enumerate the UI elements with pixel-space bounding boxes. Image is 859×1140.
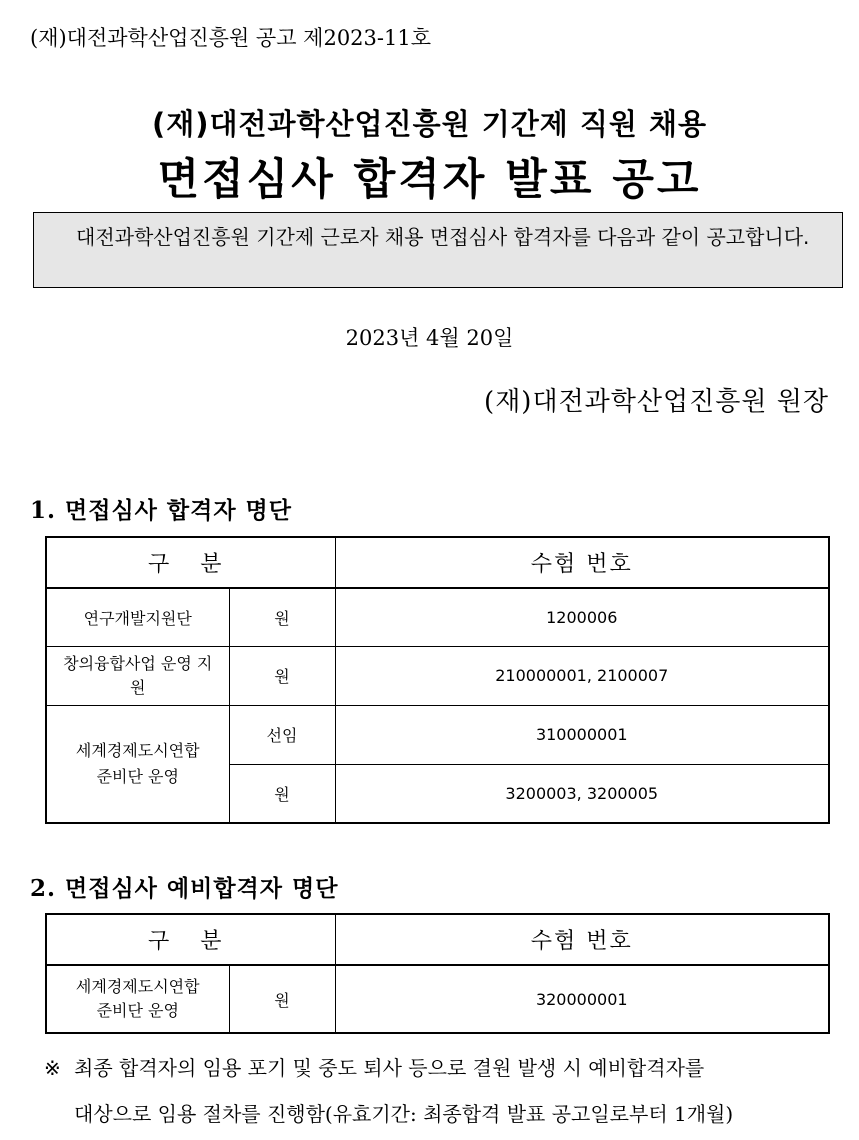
number-cell: 310000001: [335, 705, 829, 764]
rank-cell: 원: [229, 764, 335, 823]
table-row: [46, 588, 829, 646]
dept-cell: 연구개발지원단: [46, 588, 229, 646]
section1-heading: 1. 면접심사 합격자 명단: [30, 497, 292, 524]
number-cell: 1200006: [335, 588, 829, 646]
header-number: 수험 번호: [335, 914, 829, 965]
intro-box: 대전과학산업진흥원 기간제 근로자 채용 면접심사 합격자를 다음과 같이 공고합니다.: [33, 212, 843, 288]
rank-cell: 선임: [229, 705, 335, 764]
section2-heading: 2. 면접심사 예비합격자 명단: [30, 875, 339, 902]
table-row: [46, 705, 829, 764]
notice-number: (재)대전과학산업진흥원 공고 제2023-11호: [30, 26, 431, 50]
title-line2: 면접심사 합격자 발표 공고: [157, 155, 702, 205]
number-cell: 3200003, 3200005: [335, 764, 829, 823]
table-row: [46, 646, 829, 705]
number-cell: 210000001, 2100007: [335, 646, 829, 705]
dept-cell: 창의융합사업 운영 지원: [46, 646, 229, 705]
table-header-row: [46, 914, 829, 965]
footnote-line2: 대상으로 임용 절차를 진행함(유효기간: 최종합격 발표 공고일로부터 1개월): [74, 1102, 734, 1126]
reserve-table: [45, 913, 830, 1034]
passers-table: [45, 536, 830, 824]
title-line1: (재)대전과학산업진흥원 기간제 직원 채용: [151, 107, 708, 141]
footnote-line1: 최종 합격자의 임용 포기 및 중도 퇴사 등으로 결원 발생 시 예비합격자를: [74, 1056, 705, 1080]
signer: (재)대전과학산업진흥원 원장: [484, 387, 829, 417]
header-category: 구 분: [46, 914, 335, 965]
dept-cell: 세계경제도시연합 준비단 운영: [46, 965, 229, 1033]
table-header-row: [46, 537, 829, 588]
rank-cell: 원: [229, 588, 335, 646]
notice-date: 2023년 4월 20일: [345, 326, 514, 350]
header-number: 수험 번호: [335, 537, 829, 588]
header-category: 구 분: [46, 537, 335, 588]
table-row: [46, 965, 829, 1033]
footnote: [44, 1045, 834, 1137]
number-cell: 320000001: [335, 965, 829, 1033]
rank-cell: 원: [229, 646, 335, 705]
rank-cell: 원: [229, 965, 335, 1033]
reference-mark: ※: [44, 1056, 61, 1080]
dept-cell: 세계경제도시연합 준비단 운영: [46, 705, 229, 823]
